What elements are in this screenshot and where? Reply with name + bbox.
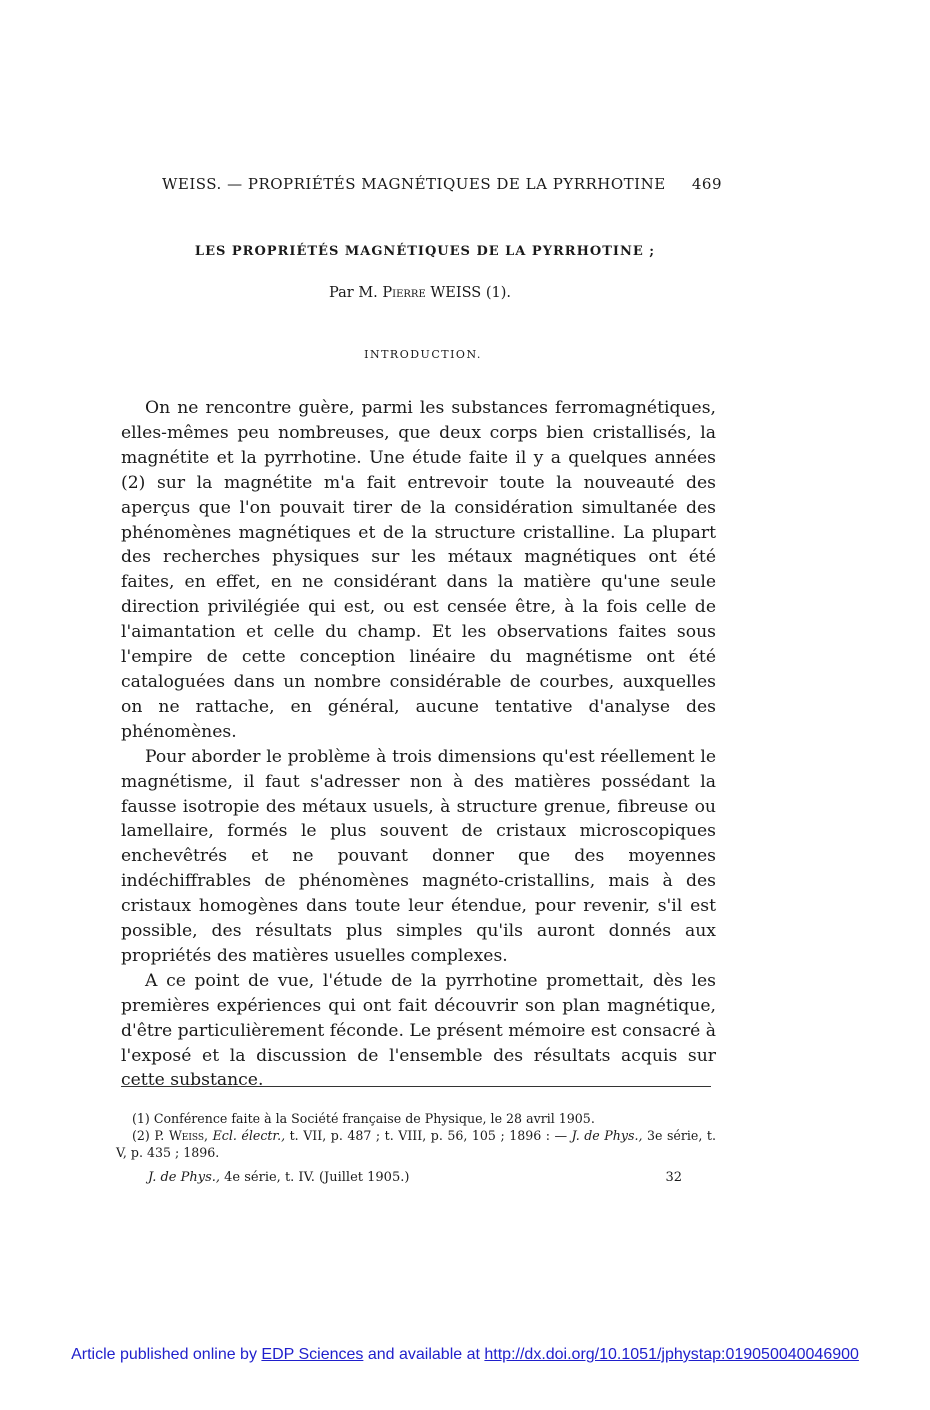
footnote-2-prefix: (2) P. — [132, 1128, 165, 1143]
paragraph-3: A ce point de vue, l'étude de la pyrrhotine promettait, dès les premières expériences qui ont fait découvrir son plan magnétique, d'être particulièrement féconde. Le présent mémoire est consacré à l'exposé et la discussion de l'ensemble des résultats acquis sur cette substance. — [121, 970, 716, 1091]
footnote-divider — [121, 1086, 711, 1087]
publisher-line — [0, 1346, 930, 1364]
journal-name: J. de Phys., — [148, 1170, 221, 1185]
publisher-link[interactable]: EDP Sciences — [261, 1346, 364, 1363]
footnote-2-journal-1: Ecl. électr., — [212, 1128, 286, 1143]
footnote-2-refs: t. VII, p. 487 ; t. VIII, p. 56, 105 ; 1896 : — — [289, 1128, 568, 1143]
page-number: 469 — [691, 175, 722, 193]
journal-details: 4e série, t. IV. (Juillet 1905.) — [224, 1170, 410, 1185]
footnotes — [116, 1110, 716, 1161]
author-last-name: WEISS — [430, 285, 482, 301]
doi-link[interactable]: http://dx.doi.org/10.1051/jphystap:019050040046900 — [484, 1346, 859, 1363]
running-title: WEISS. — PROPRIÉTÉS MAGNÉTIQUES DE LA PYRRHOTINE — [162, 175, 666, 193]
publisher-middle: and available at — [367, 1346, 480, 1363]
footnote-2-refs-2: 3e série, t. V, p. 435 ; 1896. — [116, 1128, 716, 1160]
footnote-2-author: Weiss, — [168, 1128, 209, 1143]
publisher-prefix: Article published online by — [71, 1346, 257, 1363]
author-first-name: Pierre — [382, 285, 426, 301]
paragraph-2: Pour aborder le problème à trois dimensions qu'est réellement le magnétisme, il faut s'adresser non à des matières possédant la fausse isotropie des métaux usuels, à structure grenue, fibreuse ou lamellaire, formés le plus souvent de cristaux microscopiques enchevêtrés et ne pouvant donner que des moyennes indéchiffrables de phénomènes magnéto-cristallins, mais à des cristaux homogènes dans toute leur étendue, pour revenir, s'il est possible, des résultats plus simples qu'ils auront donnés aux propriétés des matières usuelles complexes. — [121, 746, 716, 966]
footnote-2-journal-2: J. de Phys., — [571, 1128, 643, 1143]
sheet-number: 32 — [665, 1170, 682, 1185]
section-heading: INTRODUCTION. — [364, 348, 482, 361]
footnote-2 — [116, 1127, 716, 1161]
byline-prefix: Par M. — [329, 285, 378, 301]
running-head — [162, 175, 722, 193]
byline — [0, 285, 840, 301]
paragraph-1: On ne rencontre guère, parmi les substances ferromagnétiques, elles-mêmes peu nombreuses, que deux corps bien cristallisés, la magnétite et la pyrrhotine. Une étude faite il y a quelques années (2) sur la magnétite m'a fait entrevoir toute la nouveauté des aperçus que l'on pouvait tirer de la considération simultanée des phénomènes magnétiques et de la structure cristalline. La plupart des recherches physiques sur les métaux magnétiques ont été faites, en effet, en ne considérant dans la matière qu'une seule direction privilégiée qui est, ou est censée être, à la fois celle de l'aimantation et celle du champ. Et les observations faites sous l'empire de cette conception linéaire du magnétisme ont été cataloguées dans un nombre considérable de courbes, auxquelles on ne rattache, en général, aucune tentative d'analyse des phénomènes. — [121, 398, 716, 742]
byline-footnote-ref: (1). — [485, 285, 511, 301]
footnote-1: (1) Conférence faite à la Société française de Physique, le 28 avril 1905. — [132, 1111, 595, 1126]
journal-signature-line — [148, 1170, 682, 1185]
article-title: LES PROPRIÉTÉS MAGNÉTIQUES DE LA PYRRHOTINE ; — [194, 244, 656, 259]
body-text — [121, 396, 716, 1093]
journal-citation — [148, 1170, 409, 1185]
